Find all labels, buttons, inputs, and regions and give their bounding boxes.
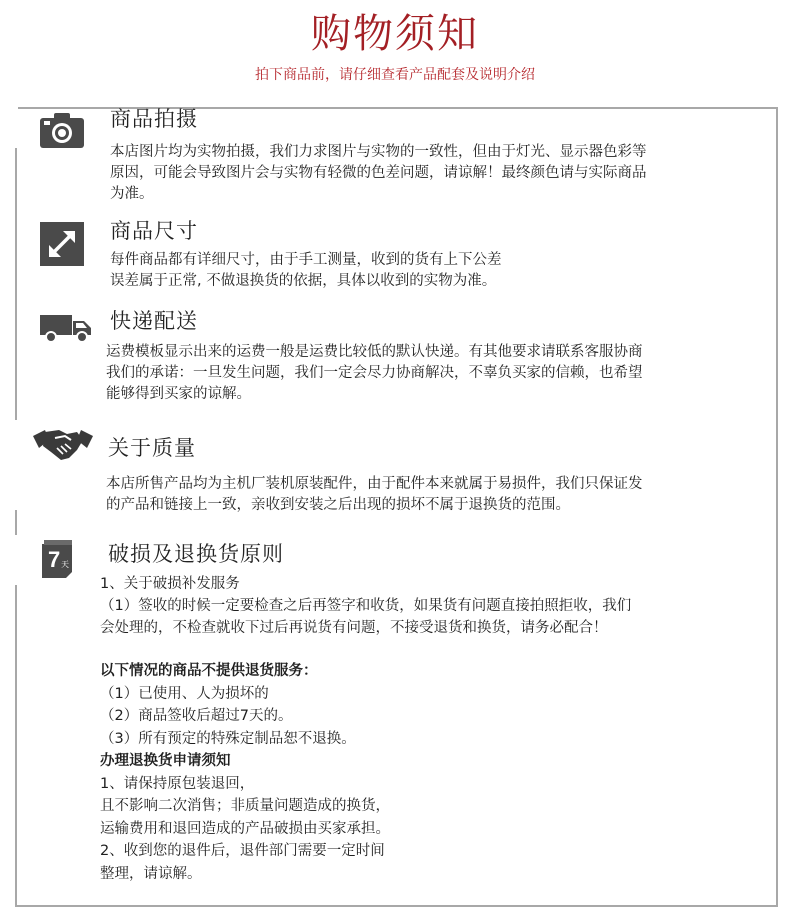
body-line: 会处理的，不检查就收下过后再说货有问题，不接受退货和换货，请务必配合！ <box>100 620 608 636</box>
no-return-heading: 以下情况的商品不提供退货服务： <box>100 663 318 679</box>
body-line: 的产品和链接上一致，亲收到安装之后出现的损坏不属于退换货的范围。 <box>106 497 570 513</box>
process-line: 1、请保持原包装退回， <box>100 775 255 792</box>
frame-break <box>12 420 18 510</box>
no-return-item: （2）商品签收后超过7天的。 <box>100 708 293 724</box>
body-line: 运费模板显示出来的运费一般是运费比较低的默认快递。有其他要求请联系客服协商 <box>106 344 643 360</box>
section-title-delivery: 快递配送 <box>110 309 198 333</box>
page-subtitle: 拍下商品前，请仔细查看产品配套及说明介绍 <box>255 67 535 83</box>
body-line: 本店所售产品均为主机厂装机原装配件，由于配件本来就属于易损件，我们只保证发 <box>106 476 643 492</box>
frame-break <box>12 106 18 148</box>
camera-icon <box>40 112 84 148</box>
page-title: 购物须知 <box>311 11 479 57</box>
no-return-item: （3）所有预定的特殊定制品恕不退换。 <box>100 730 356 747</box>
body-line: 本店图片均为实物拍摄，我们力求图片与实物的一致性，但由于灯光、显示器色彩等 <box>110 144 647 160</box>
section-title-photo: 商品拍摄 <box>110 107 198 131</box>
seven-day-calendar-icon <box>42 540 74 578</box>
body-line: 误差属于正常, 不做退换货的依据，具体以收到的实物为准。 <box>110 273 497 289</box>
body-line: 我们的承诺：一旦发生问题，我们一定会尽力协商解决，不辜负买家的信赖，也希望 <box>106 365 643 381</box>
section-body-delivery <box>106 342 643 405</box>
no-return-item: （1）已使用、人为损坏的 <box>100 685 269 702</box>
body-line: 为准。 <box>110 186 154 202</box>
body-line: 原因，可能会导致图片会与实物有轻微的色差问题，请谅解！最终颜色请与实际商品 <box>110 165 647 181</box>
no-return-block <box>100 660 390 885</box>
section-body-size <box>110 250 502 292</box>
calendar-number: 7 <box>48 547 61 572</box>
process-line: 2、收到您的退件后，退件部门需要一定时间 <box>100 843 385 859</box>
body-line: 能够得到买家的谅解。 <box>106 386 251 402</box>
body-line: 每件商品都有详细尺寸，由于手工测量，收到的货有上下公差 <box>110 252 502 268</box>
section-title-quality: 关于质量 <box>108 436 196 460</box>
process-line: 且不影响二次消售；非质量问题造成的换货， <box>100 798 390 814</box>
section-body-returns <box>100 573 631 639</box>
section-title-size: 商品尺寸 <box>110 219 198 243</box>
section-title-returns: 破损及退换货原则 <box>108 542 284 566</box>
calendar-unit: 天 <box>61 560 69 569</box>
handshake-icon <box>33 426 93 464</box>
resize-arrow-icon <box>40 222 84 266</box>
process-line: 整理，请谅解。 <box>100 865 202 882</box>
section-body-quality <box>106 474 643 516</box>
body-line: 1、关于破损补发服务 <box>100 576 240 592</box>
process-heading: 办理退换货申请须知 <box>100 753 231 769</box>
truck-icon <box>40 313 92 343</box>
section-body-photo <box>110 142 647 205</box>
frame-break <box>12 535 18 585</box>
process-line: 运输费用和退回造成的产品破损由买家承担。 <box>100 820 390 837</box>
body-line: （1）签收的时候一定要检查之后再签字和收货，如果货有问题直接拍照拒收，我们 <box>100 598 632 614</box>
